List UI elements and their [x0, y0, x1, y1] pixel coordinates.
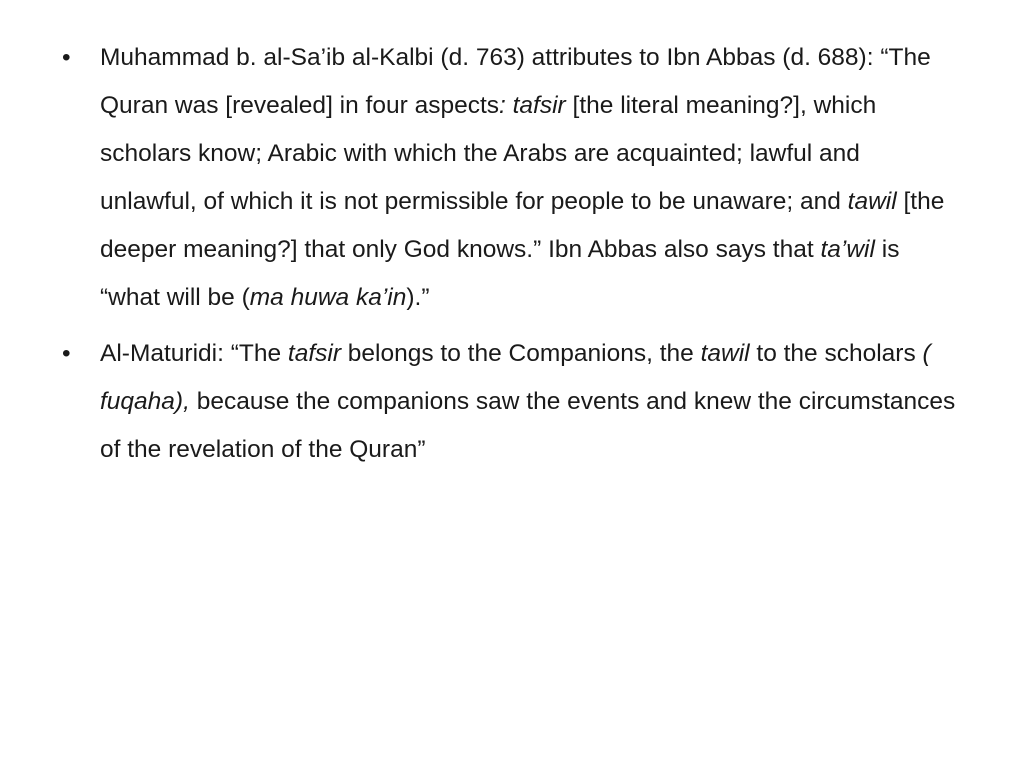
text-run: [the deeper meaning?] that only God knows.” Ibn Abbas also says that: [100, 188, 945, 263]
bullet-marker: •: [62, 340, 71, 367]
text-run-italic: : tafsir: [499, 92, 566, 119]
text-run: [the literal meaning?], which scholars know; Arabic with which the Arabs are acquainted; lawful and unlawful, of which it is not permissible for people to be unaware; and: [100, 92, 877, 215]
text-run: to the scholars: [749, 340, 923, 367]
text-run-italic: tawil: [700, 340, 750, 367]
bullet-text-maturidi: [100, 340, 955, 463]
bullet-list: [60, 34, 960, 482]
text-run: Al-Maturidi: “The: [100, 340, 288, 367]
text-run-italic: ma huwa ka’in: [249, 284, 407, 311]
text-run: is “what will be (: [100, 236, 900, 311]
text-run: Muhammad b. al-Sa’ib al-Kalbi (d. 763) attributes to Ibn Abbas (d. 688): “The Quran was [revealed] in four aspects: [100, 44, 931, 119]
text-run: because the companions saw the events and knew the circumstances of the revelation of the Quran”: [100, 388, 956, 463]
bullet-item-maturidi: [60, 330, 960, 474]
text-run: belongs to the Companions, the: [340, 340, 701, 367]
text-run-italic: ta’wil: [820, 236, 875, 263]
bullet-item-kalbi: [60, 34, 960, 322]
text-run-italic: tafsir: [287, 340, 341, 367]
text-run-italic: tawil: [847, 188, 897, 215]
text-run-italic: ( fuqaha),: [100, 340, 931, 415]
text-run: ).”: [406, 284, 430, 311]
bullet-text-kalbi: [100, 44, 944, 311]
bullet-marker: •: [62, 44, 71, 71]
